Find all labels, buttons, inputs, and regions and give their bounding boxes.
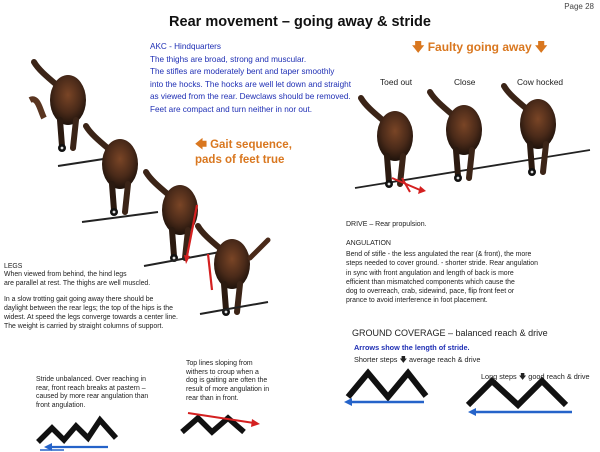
legs-line: The weight is carried by straight columns of support. xyxy=(4,322,164,330)
legs-line: When viewed from behind, the hind legs xyxy=(4,271,127,278)
akc-line: Feet are compact and turn neither in nor out. xyxy=(150,104,313,114)
angulation-line: in sync with front angulation and length of back is more xyxy=(346,269,514,277)
angulation-heading: ANGULATION xyxy=(346,240,391,247)
akc-heading: AKC - Hindquarters xyxy=(150,42,221,51)
zigzag-unbalanced xyxy=(38,420,116,451)
legs-body xyxy=(4,271,264,331)
akc-line: as viewed from the rear. Dewclaws should be removed. xyxy=(150,92,351,102)
stride-line: Stride unbalanced. Over reaching in xyxy=(36,376,146,383)
zigzag-topline xyxy=(182,413,260,432)
faulty-heading-text: Faulty going away xyxy=(427,40,532,54)
label-toed-out: Toed out xyxy=(380,77,413,87)
page-title: Rear movement – going away & stride xyxy=(169,14,431,30)
faulty-heading xyxy=(412,38,547,59)
angulation-line: efficient than mismatched components which cause the xyxy=(346,278,515,286)
label-close: Close xyxy=(454,77,476,87)
dog-figure xyxy=(86,126,138,216)
toplines-line: result of more angulation in xyxy=(186,386,270,394)
angulation-line: dog to overreach, crab, sidewind, pace, flip front feet or xyxy=(346,288,515,296)
toplines-line: withers to croup when a xyxy=(186,368,259,376)
akc-line: The stifles are moderately bent and taper smoothly xyxy=(150,67,335,77)
angulation-line: prance to avoid interference in foot placement. xyxy=(346,297,488,305)
dog-figure-toed-out xyxy=(361,98,426,194)
long-steps-text: Long steps xyxy=(481,372,517,381)
dog-figure xyxy=(146,172,198,262)
stride-line: caused by more rear angulation than xyxy=(36,393,149,401)
stride-line: rear, front reach breaks at pastern – xyxy=(36,384,146,392)
long-steps-label xyxy=(481,371,590,384)
ground-line xyxy=(82,212,158,222)
zigzag-short-steps xyxy=(344,373,426,406)
toplines-line: Top lines sloping from xyxy=(186,360,253,367)
akc-standard-block xyxy=(150,41,370,117)
gait-line-1: Gait sequence, xyxy=(210,139,292,151)
label-cow-hocked: Cow hocked xyxy=(517,77,564,87)
dog-figure xyxy=(30,62,86,152)
legs-line: In a slow trotting gait going away there should be xyxy=(4,295,154,303)
legs-line: daylight between the rear legs; the top of the hips is the xyxy=(4,304,173,312)
down-arrow-icon: 🡇 xyxy=(535,40,548,54)
toplines-line: rear than in front. xyxy=(186,394,239,402)
shorter-steps-label xyxy=(354,354,480,367)
good-reach-text: good reach & drive xyxy=(528,372,590,381)
stride-line: front angulation. xyxy=(36,402,86,410)
drive-text: DRIVE – Rear propulsion. xyxy=(346,221,427,228)
angulation-line: Bend of stifle - the less angulated the rear (& front), the more xyxy=(346,251,532,258)
down-arrow-icon: 🡇 xyxy=(518,372,527,381)
legs-heading: LEGS xyxy=(4,263,23,270)
stride-unbalanced-note xyxy=(36,376,158,411)
page-number: Page 28 xyxy=(564,2,594,11)
arrows-note: Arrows show the length of stride. xyxy=(354,343,470,352)
zigzag-long-steps xyxy=(468,381,572,416)
angulation-body xyxy=(346,250,596,306)
legs-line: widest. At speed the legs converge towards a center line. xyxy=(4,313,178,321)
akc-line: into the hocks. The hocks are well let down and straight xyxy=(150,79,352,89)
down-arrow-icon: 🡇 xyxy=(412,40,425,54)
legs-line: are parallel at rest. The thighs are well muscled. xyxy=(4,279,151,287)
ground-coverage-heading: GROUND COVERAGE – balanced reach & drive xyxy=(352,328,548,338)
gait-line-2: pads of feet true xyxy=(195,154,285,166)
down-arrow-icon: 🡇 xyxy=(399,355,407,364)
average-reach-text: average reach & drive xyxy=(408,355,481,364)
toplines-line: dog is gaiting are often the xyxy=(186,377,268,385)
shorter-steps-text: Shorter steps xyxy=(354,355,398,364)
akc-line: The thighs are broad, strong and muscular. xyxy=(150,54,307,64)
angulation-line: steps needed to cover ground. - shorter stride. Rear angulation xyxy=(346,260,538,268)
left-arrow-icon: 🡄 xyxy=(195,139,207,151)
gait-sequence-heading xyxy=(195,138,292,168)
toplines-note xyxy=(186,360,286,404)
